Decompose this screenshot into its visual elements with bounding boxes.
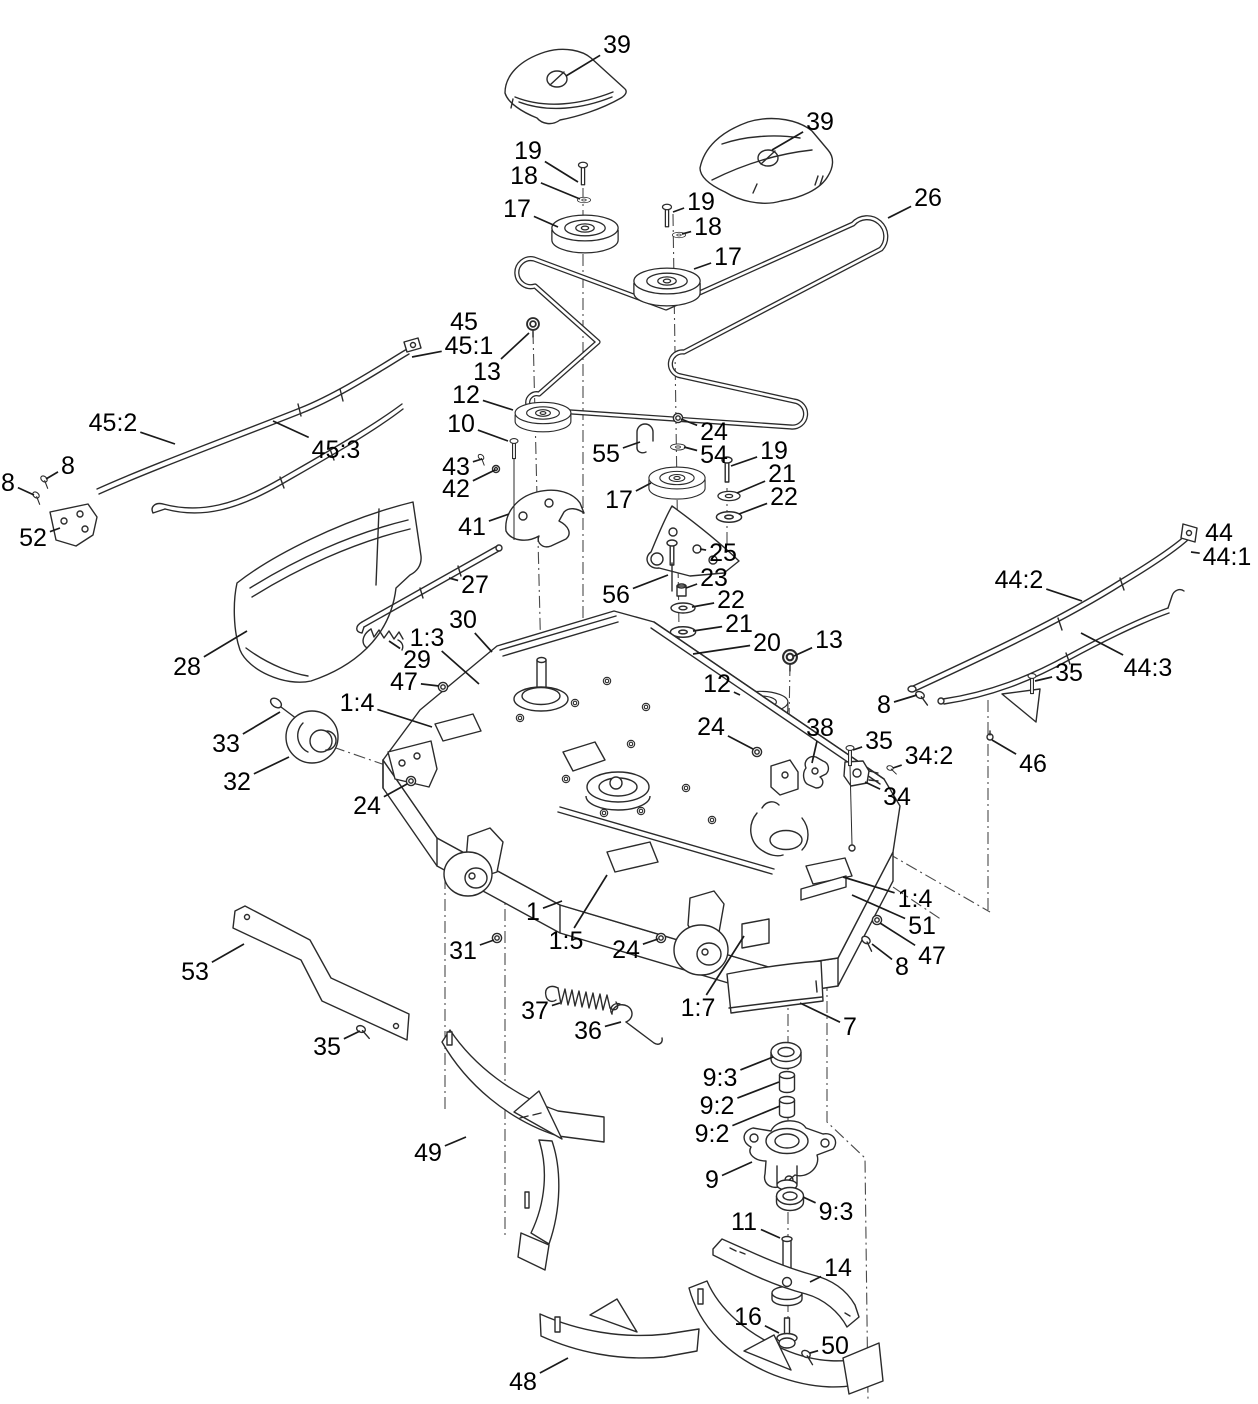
callout-label-48: 48: [509, 1368, 537, 1396]
callout-label-36: 36: [574, 1017, 602, 1045]
bolt-13-right: [783, 650, 797, 671]
callout-label-24: 24: [700, 418, 728, 446]
callout-label-44-2: 44:2: [994, 566, 1044, 594]
tension-rod-45: [97, 338, 421, 513]
callout-label-14: 14: [824, 1254, 852, 1282]
callout-label-18: 18: [694, 213, 722, 241]
callout-label-32: 32: [223, 768, 251, 796]
bolt-19-right: [663, 204, 672, 227]
nut-31: [492, 933, 501, 942]
leader-line-37: [552, 1003, 560, 1006]
leader-line-26: [888, 206, 911, 218]
callout-label-9-2: 9:2: [699, 1092, 735, 1120]
hanger-bracket-41: [506, 490, 584, 547]
nut-47-left: [438, 682, 447, 691]
leader-line-54: [684, 447, 697, 451]
bolt-8-lower-left: [30, 491, 44, 505]
leader-line-33: [243, 712, 280, 734]
callout-label-12: 12: [452, 381, 480, 409]
leader-line-22: [739, 503, 767, 514]
callout-label-17: 17: [605, 486, 633, 514]
callout-label-22: 22: [770, 483, 798, 511]
callout-label-20: 20: [753, 629, 781, 657]
leader-line-45-3: [273, 421, 309, 437]
washer-22-lower: [671, 603, 695, 613]
leader-line-30: [475, 633, 492, 652]
leader-line-16: [765, 1326, 779, 1333]
callout-label-1-4: 1:4: [897, 885, 933, 913]
leader-line-10: [478, 430, 508, 441]
callout-label-24: 24: [353, 792, 381, 820]
callout-label-56: 56: [602, 581, 630, 609]
spacer-9-2-lower: [780, 1097, 795, 1118]
leader-line-13: [501, 333, 529, 359]
callout-label-54: 54: [700, 441, 728, 469]
callout-label-7: 7: [843, 1013, 857, 1041]
leader-line-44-2: [1046, 589, 1082, 601]
callout-label-22: 22: [717, 586, 745, 614]
callout-label-27: 27: [461, 571, 489, 599]
leader-line-7: [800, 1003, 840, 1022]
callout-label-19: 19: [687, 188, 715, 216]
callout-label-13: 13: [815, 626, 843, 654]
leader-line-49: [445, 1137, 466, 1146]
callout-label-1-4: 1:4: [339, 689, 375, 717]
callout-label-45-2: 45:2: [88, 409, 138, 437]
callout-label-30: 30: [449, 606, 477, 634]
callout-label-44-1: 44:1: [1202, 543, 1252, 571]
leader-line-17: [534, 216, 558, 227]
leader-line-56: [633, 575, 668, 589]
belt-cover-39-left: [505, 49, 626, 123]
callout-label-34: 34: [883, 783, 911, 811]
callout-label-24: 24: [697, 713, 725, 741]
callout-label-9: 9: [705, 1166, 719, 1194]
leader-line-25: [700, 549, 706, 550]
baffle-49: [442, 1030, 604, 1270]
leader-line-9: [722, 1162, 752, 1176]
callout-label-38: 38: [806, 714, 834, 742]
callout-label-51: 51: [908, 912, 936, 940]
nut-24-front: [656, 933, 665, 942]
leader-line-35: [1035, 677, 1052, 681]
leader-line-44-1: [1191, 552, 1200, 553]
callout-label-47: 47: [918, 942, 946, 970]
callout-label-21: 21: [768, 460, 796, 488]
nut-24-top: [673, 413, 682, 422]
pin-43: [476, 453, 488, 465]
callout-label-19: 19: [760, 437, 788, 465]
spindle-housing-9: [744, 1121, 835, 1190]
blade-bolt-16: [777, 1318, 797, 1348]
leader-line-19: [545, 162, 578, 183]
leader-line-50: [810, 1351, 818, 1353]
bolt-19-left: [579, 162, 588, 185]
callout-label-29: 29: [403, 646, 431, 674]
callout-label-9-3: 9:3: [702, 1064, 738, 1092]
blade-guide-53: [233, 906, 409, 1040]
callout-label-13: 13: [473, 358, 501, 386]
callout-label-50: 50: [821, 1332, 849, 1360]
callout-label-53: 53: [181, 958, 209, 986]
idler-pulley-17-right: [634, 268, 700, 306]
leader-line-9-2: [737, 1082, 779, 1098]
washer-54: [671, 444, 686, 450]
leader-line-43: [473, 459, 482, 462]
callout-label-45: 45: [450, 308, 478, 336]
callout-label-49: 49: [414, 1139, 442, 1167]
callout-label-1-3: 1:3: [409, 624, 445, 652]
leader-line-45-1: [412, 351, 442, 357]
idler-pulley-17-mid: [649, 467, 705, 499]
spring-37: [546, 986, 618, 1010]
idler-pulley-17-left: [552, 215, 618, 253]
leader-line-21: [693, 627, 722, 631]
washer-22-upper: [716, 512, 741, 523]
leader-line-45-2: [140, 432, 175, 444]
bolt-8-rod44: [913, 690, 931, 705]
leader-line-11: [761, 1230, 780, 1239]
callout-label-47: 47: [390, 668, 418, 696]
leader-line-46: [992, 740, 1016, 754]
leader-line-8: [18, 488, 34, 495]
leader-line-32: [254, 757, 289, 774]
leader-line-48: [540, 1358, 568, 1373]
callout-label-35: 35: [1055, 659, 1083, 687]
discharge-cover-28: [234, 502, 421, 682]
callout-label-39: 39: [603, 31, 631, 59]
callout-label-28: 28: [173, 653, 201, 681]
leader-line-34-2: [893, 765, 902, 768]
leader-line-19: [673, 208, 684, 212]
callout-label-17: 17: [714, 243, 742, 271]
callout-label-31: 31: [449, 937, 477, 965]
leader-line-27: [449, 578, 458, 581]
spacer-9-2-upper: [780, 1072, 795, 1093]
callout-label-11: 11: [731, 1208, 757, 1236]
leader-line-35: [344, 1031, 360, 1039]
leader-line-18: [682, 232, 691, 234]
leader-line-18: [541, 183, 580, 199]
callout-label-17: 17: [503, 195, 531, 223]
tension-rod-44: [908, 524, 1197, 722]
leader-line-13: [794, 648, 812, 656]
callout-label-44-3: 44:3: [1123, 654, 1173, 682]
callout-label-1: 1: [526, 898, 540, 926]
callout-label-25: 25: [709, 539, 737, 567]
roller-32: [269, 696, 338, 763]
callout-label-44: 44: [1205, 519, 1233, 547]
leader-line-8: [872, 944, 892, 959]
callout-label-46: 46: [1019, 750, 1047, 778]
callout-label-10: 10: [447, 410, 475, 438]
callout-label-8: 8: [1, 469, 15, 497]
callout-label-35: 35: [313, 1033, 341, 1061]
callout-label-35: 35: [865, 727, 893, 755]
callout-label-55: 55: [592, 440, 620, 468]
callout-label-52: 52: [19, 524, 47, 552]
callout-label-1-5: 1:5: [548, 927, 584, 955]
leader-line-9-3: [740, 1057, 773, 1070]
leader-line-8: [46, 472, 58, 479]
callout-label-12: 12: [703, 670, 731, 698]
leader-line-9-2: [732, 1106, 780, 1126]
leader-line-36: [605, 1022, 621, 1026]
leader-line-19: [731, 457, 757, 466]
spindle-pulley-12-left: [515, 402, 571, 432]
callout-label-41: 41: [458, 513, 486, 541]
callout-label-19: 19: [514, 137, 542, 165]
leader-line-17: [694, 263, 711, 269]
washer-21-upper: [718, 491, 740, 500]
callout-label-9-3: 9:3: [818, 1198, 854, 1226]
callout-label-43: 43: [442, 453, 470, 481]
baffle-48-left: [540, 1299, 699, 1358]
leader-line-23: [686, 584, 697, 588]
callout-label-37: 37: [521, 997, 549, 1025]
callout-label-16: 16: [734, 1303, 762, 1331]
nut-24-bracket: [406, 776, 415, 785]
bracket-52: [50, 504, 97, 546]
spacer-23: [677, 584, 686, 596]
leader-line-47: [421, 684, 439, 686]
callout-label-8: 8: [877, 691, 891, 719]
leader-line-42: [473, 470, 495, 481]
leader-line-29: [389, 641, 400, 649]
callout-label-8: 8: [61, 452, 75, 480]
callout-label-42: 42: [442, 475, 470, 503]
nut-24-deck-mid: [752, 747, 761, 756]
callout-label-34-2: 34:2: [904, 742, 954, 770]
callout-label-8: 8: [895, 953, 909, 981]
leader-line-53: [212, 944, 244, 962]
bearing-9-3-upper: [771, 1043, 801, 1069]
hook-pin-55: [637, 424, 653, 453]
callout-label-33: 33: [212, 730, 240, 758]
leader-line-21: [737, 481, 765, 493]
leader-line-22: [692, 603, 714, 607]
callout-label-9-2: 9:2: [694, 1120, 730, 1148]
callout-label-18: 18: [510, 162, 538, 190]
leader-line-12: [483, 400, 513, 410]
leader-line-20: [693, 646, 750, 655]
callout-label-45-1: 45:1: [444, 332, 494, 360]
leader-line-9-3: [803, 1197, 816, 1203]
hook-36: [611, 1004, 662, 1045]
leader-line-31: [480, 940, 494, 945]
callout-label-24: 24: [612, 936, 640, 964]
callout-label-1-7: 1:7: [680, 994, 716, 1022]
leader-line-8: [894, 695, 917, 702]
callout-label-45-3: 45:3: [311, 436, 361, 464]
callout-label-23: 23: [700, 564, 728, 592]
callout-label-21: 21: [725, 610, 753, 638]
callout-label-26: 26: [914, 184, 942, 212]
bearing-9-3-lower: [777, 1188, 804, 1211]
callout-label-39: 39: [806, 108, 834, 136]
